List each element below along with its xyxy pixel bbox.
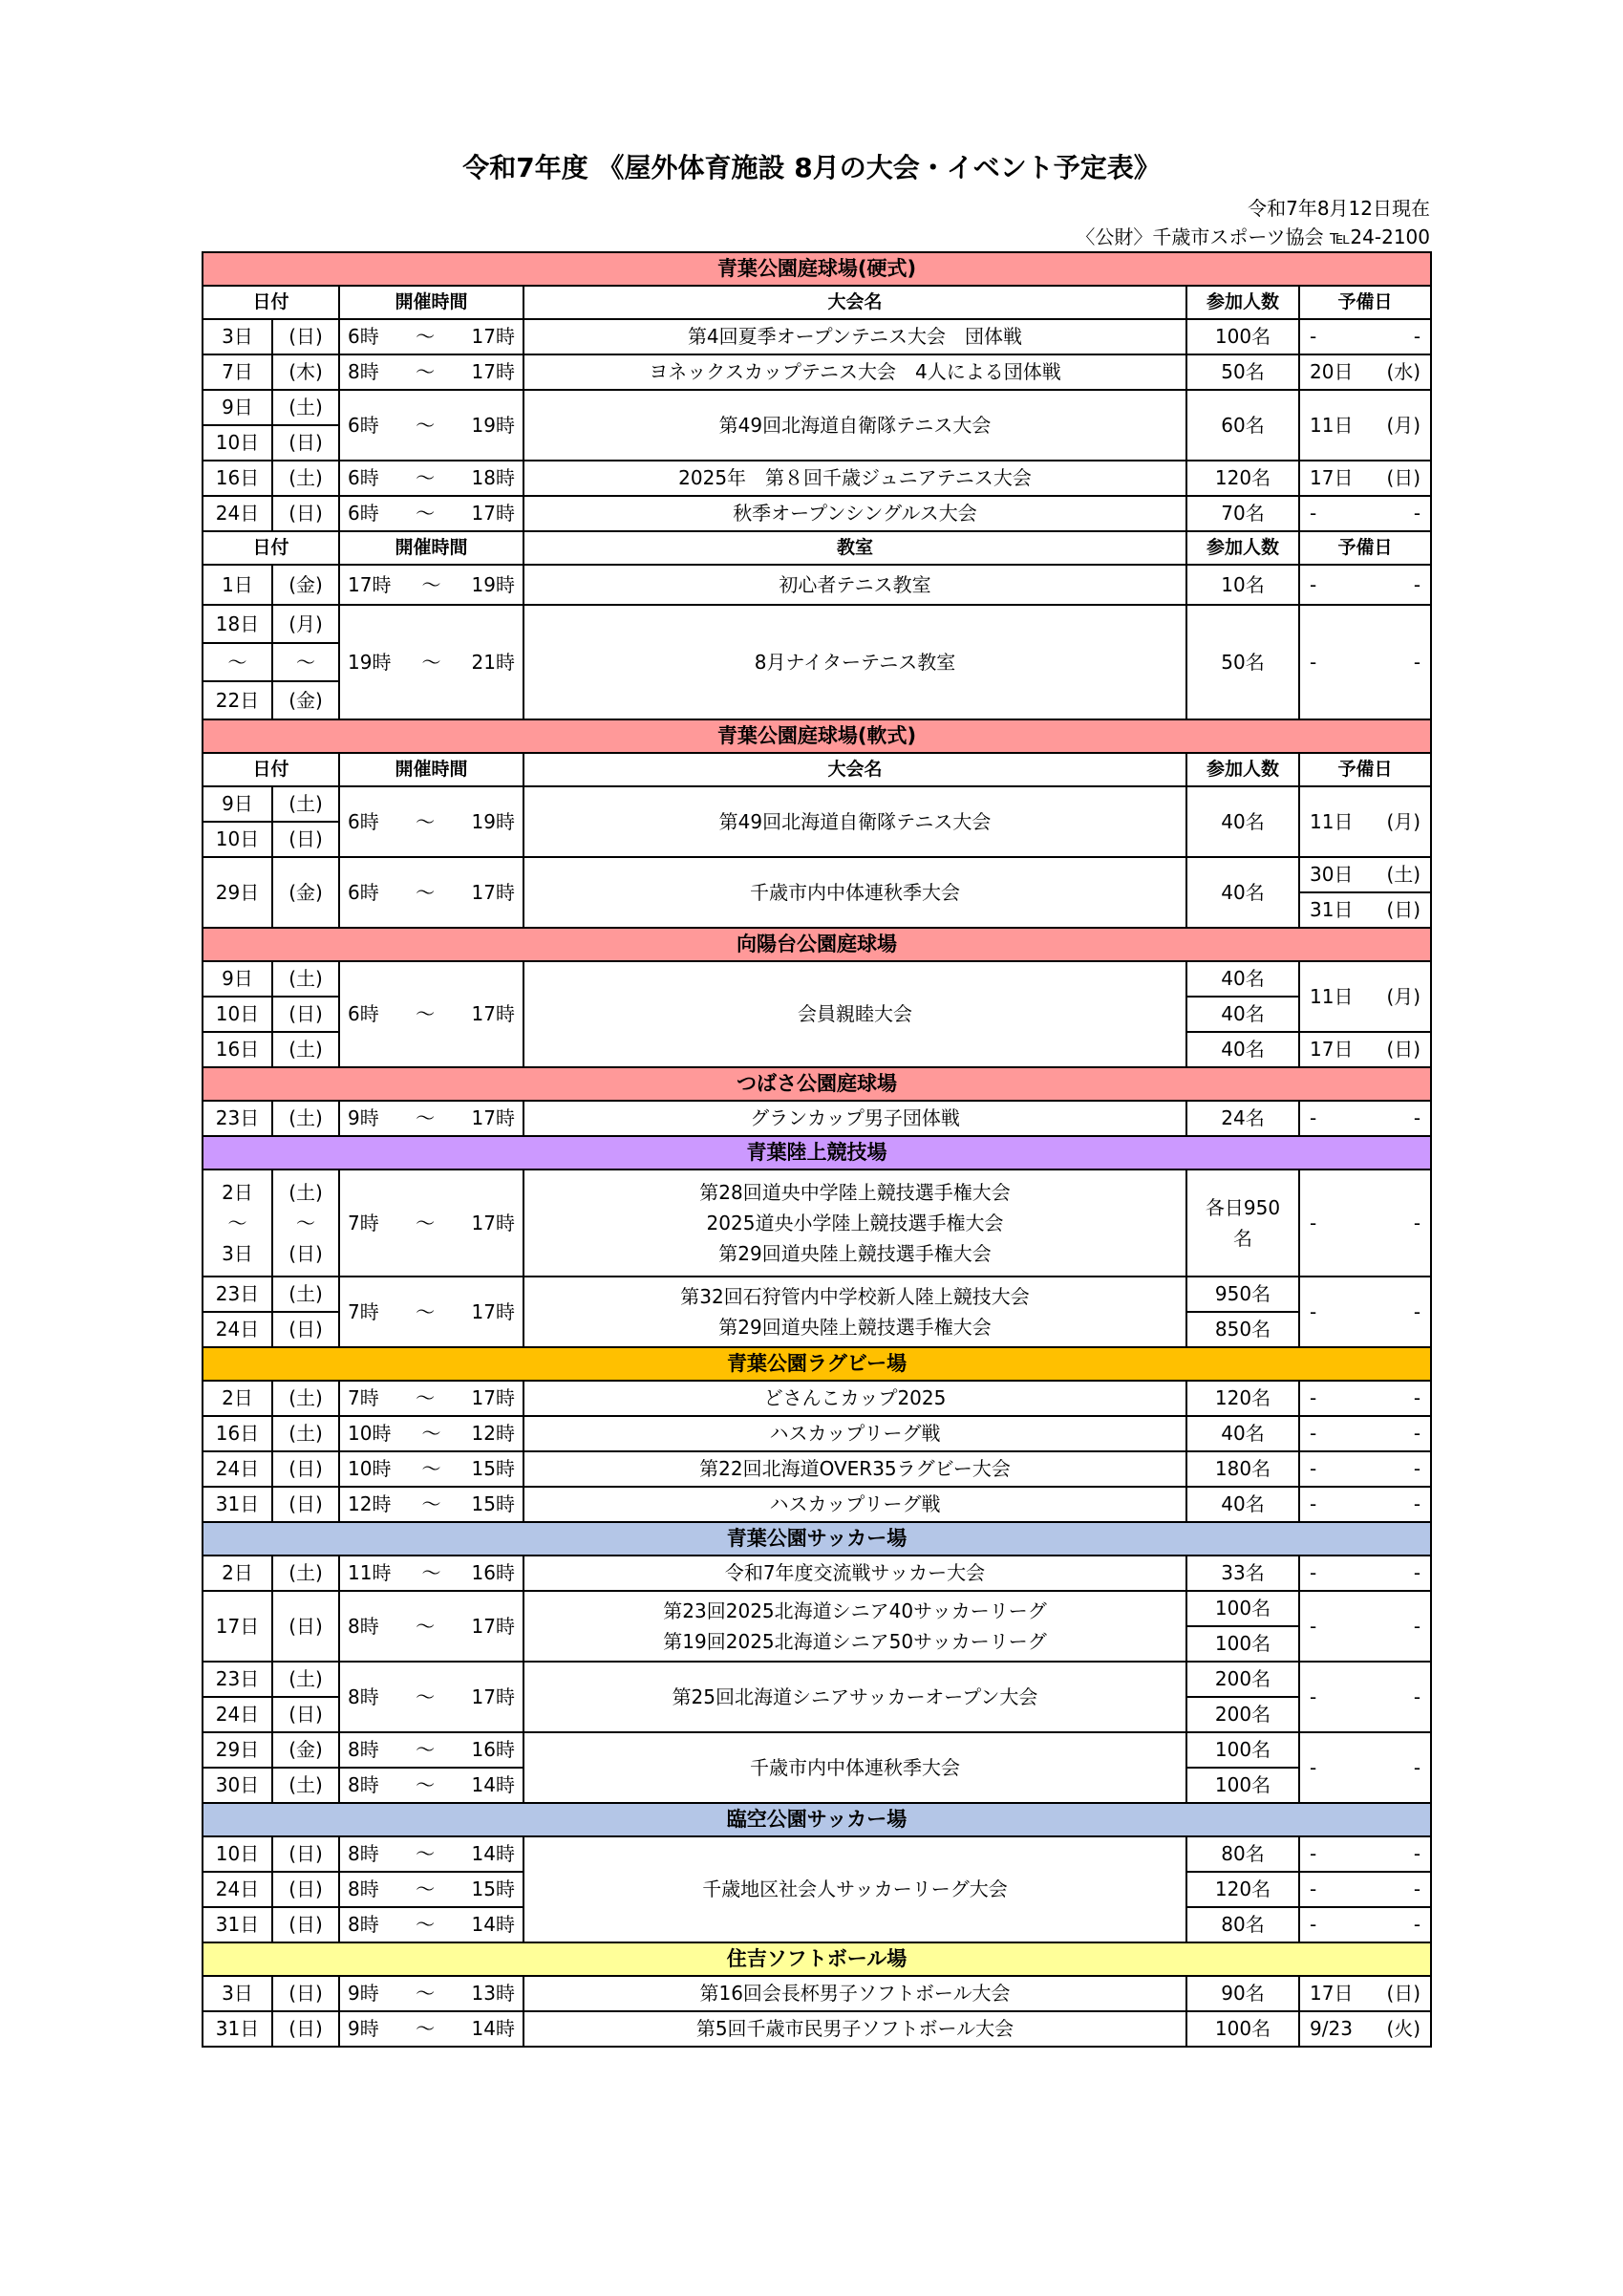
schedule-table [202, 251, 1432, 2048]
header-reserve: 予備日 [1299, 286, 1431, 319]
time-range: 11時 16時 ～ [339, 1556, 523, 1591]
event-name: グランカップ男子団体戦 [523, 1101, 1186, 1136]
table-row [203, 1556, 1431, 1591]
day: 9日 [203, 786, 272, 822]
reserve-day: - - [1299, 1836, 1431, 1872]
event-name: 第28回道央中学陸上競技選手権大会 2025道央小学陸上競技選手権大会 第29回道央陸上競技選手権大会 [523, 1169, 1186, 1277]
time-range: 19時 21時 ～ [339, 605, 523, 719]
section-header-row [203, 252, 1431, 286]
header-event: 大会名 [523, 753, 1186, 786]
event-name: 第32回石狩管内中学校新人陸上競技大会 第29回道央陸上競技選手権大会 [523, 1277, 1186, 1347]
event-name: 第49回北海道自衛隊テニス大会 [523, 786, 1186, 857]
section-header-row [203, 1347, 1431, 1381]
participants: 33名 [1186, 1556, 1299, 1591]
weekday: (日) [272, 496, 339, 531]
weekday: (土) [272, 1032, 339, 1067]
table-row [203, 1169, 1431, 1277]
table-row [203, 390, 1431, 425]
participants: 40名 [1186, 961, 1299, 997]
weekday: (日) [272, 1591, 339, 1662]
reserve-day: - - [1299, 1872, 1431, 1907]
table-row [203, 1451, 1431, 1487]
day: 31日 [203, 1487, 272, 1522]
header-time: 開催時間 [339, 286, 523, 319]
day: 7日 [203, 354, 272, 390]
participants: 50名 [1186, 354, 1299, 390]
weekday: (日) [272, 1976, 339, 2011]
day: 1日 [203, 565, 272, 605]
reserve-day: - - [1299, 1416, 1431, 1451]
time-range: 6時 18時 ～ [339, 461, 523, 496]
weekday: (木) [272, 354, 339, 390]
event-name: 会員親睦大会 [523, 961, 1186, 1067]
time-range: 8時 14時 ～ [339, 1768, 523, 1803]
time-range: 8時 17時 ～ [339, 354, 523, 390]
event-name: 第25回北海道シニアサッカーオープン大会 [523, 1662, 1186, 1732]
event-name: 第23回2025北海道シニア40サッカーリーグ 第19回2025北海道シニア50サッカーリーグ [523, 1591, 1186, 1662]
day: 24日 [203, 1312, 272, 1347]
event-name: 第5回千歳市民男子ソフトボール大会 [523, 2011, 1186, 2047]
section-title: 青葉公園ラグビー場 [203, 1347, 1431, 1381]
header-date: 日付 [203, 753, 339, 786]
class-name: 初心者テニス教室 [523, 565, 1186, 605]
section-title: 青葉陸上競技場 [203, 1136, 1431, 1169]
reserve-day: 17日 (日) [1299, 1032, 1431, 1067]
weekday: (土) [272, 1277, 339, 1312]
organization-contact: 〈公財〉千歳市スポーツ協会 ℡24-2100 [1076, 225, 1430, 248]
weekday: (日) [272, 319, 339, 354]
weekday: (日) [272, 1836, 339, 1872]
class-name: 8月ナイターテニス教室 [523, 605, 1186, 719]
time-range: 8時 17時 ～ [339, 1591, 523, 1662]
reserve-day: - - [1299, 1487, 1431, 1522]
participants: 70名 [1186, 496, 1299, 531]
event-name: どさんこカップ2025 [523, 1381, 1186, 1416]
weekday: (金) [272, 565, 339, 605]
participants: 950名 [1186, 1277, 1299, 1312]
participants: 40名 [1186, 786, 1299, 857]
event-name: 秋季オープンシングルス大会 [523, 496, 1186, 531]
participants: 40名 [1186, 1032, 1299, 1067]
day: 3日 [203, 1976, 272, 2011]
weekday: (日) [272, 822, 339, 857]
weekday: (日) [272, 1451, 339, 1487]
weekday: (土) [272, 1381, 339, 1416]
reserve-day: - - [1299, 1169, 1431, 1277]
section-header-row [203, 719, 1431, 753]
table-row [203, 2011, 1431, 2047]
day: 29日 [203, 857, 272, 928]
weekday: (土) [272, 786, 339, 822]
event-name: 第22回北海道OVER35ラグビー大会 [523, 1451, 1186, 1487]
participants: 120名 [1186, 1872, 1299, 1907]
day: 24日 [203, 1697, 272, 1732]
header-time: 開催時間 [339, 753, 523, 786]
table-row [203, 786, 1431, 822]
day: 30日 [203, 1768, 272, 1803]
reserve-day: 17日 (日) [1299, 461, 1431, 496]
participants: 24名 [1186, 1101, 1299, 1136]
table-row [203, 1381, 1431, 1416]
range-mark: ～ [203, 643, 272, 681]
time-range: 10時 12時 ～ [339, 1416, 523, 1451]
time-range: 8時 16時 ～ [339, 1732, 523, 1768]
weekday: (土) [272, 1662, 339, 1697]
table-row [203, 857, 1431, 892]
header-class: 教室 [523, 531, 1186, 565]
section-title: 向陽台公園庭球場 [203, 928, 1431, 961]
reserve-day: 11日 (月) [1299, 961, 1431, 1032]
time-range: 6時 17時 ～ [339, 496, 523, 531]
participants: 100名 [1186, 1732, 1299, 1768]
table-row [203, 319, 1431, 354]
participants: 80名 [1186, 1836, 1299, 1872]
section-title: 青葉公園サッカー場 [203, 1522, 1431, 1556]
participants: 80名 [1186, 1907, 1299, 1942]
time-range: 8時 14時 ～ [339, 1836, 523, 1872]
day: 10日 [203, 425, 272, 461]
reserve-day: 20日 (水) [1299, 354, 1431, 390]
day: 2日 [203, 1556, 272, 1591]
day: 18日 [203, 605, 272, 643]
section-header-row [203, 1067, 1431, 1101]
event-name: 千歳地区社会人サッカーリーグ大会 [523, 1836, 1186, 1942]
reserve-day: 31日 (日) [1299, 892, 1431, 928]
table-row [203, 565, 1431, 605]
section-title: つばさ公園庭球場 [203, 1067, 1431, 1101]
day-range: 2日 ～ 3日 [203, 1169, 272, 1277]
day: 3日 [203, 319, 272, 354]
time-range: 9時 13時 ～ [339, 1976, 523, 2011]
participants: 40名 [1186, 1487, 1299, 1522]
time-range: 12時 15時 ～ [339, 1487, 523, 1522]
section-header-row [203, 928, 1431, 961]
table-row [203, 1416, 1431, 1451]
participants: 50名 [1186, 605, 1299, 719]
section-title: 青葉公園庭球場(軟式) [203, 719, 1431, 753]
day: 24日 [203, 1451, 272, 1487]
reserve-day: - - [1299, 496, 1431, 531]
participants: 100名 [1186, 2011, 1299, 2047]
header-reserve: 予備日 [1299, 753, 1431, 786]
range-mark: ～ [272, 643, 339, 681]
section-title: 住吉ソフトボール場 [203, 1942, 1431, 1976]
weekday: (日) [272, 1487, 339, 1522]
reserve-day: 30日 (土) [1299, 857, 1431, 892]
table-row [203, 354, 1431, 390]
weekday: (金) [272, 857, 339, 928]
time-range: 7時 17時 ～ [339, 1381, 523, 1416]
table-row [203, 1487, 1431, 1522]
reserve-day: - - [1299, 1101, 1431, 1136]
event-name: ハスカップリーグ戦 [523, 1487, 1186, 1522]
table-row [203, 496, 1431, 531]
header-reserve: 予備日 [1299, 531, 1431, 565]
reserve-day: 9/23 (火) [1299, 2011, 1431, 2047]
day: 9日 [203, 961, 272, 997]
participants: 100名 [1186, 1768, 1299, 1803]
participants: 各日950 名 [1186, 1169, 1299, 1277]
reserve-day: - - [1299, 1451, 1431, 1487]
weekday: (月) [272, 605, 339, 643]
time-range: 6時 17時 ～ [339, 961, 523, 1067]
table-row [203, 605, 1431, 643]
reserve-day: 11日 (月) [1299, 786, 1431, 857]
day: 23日 [203, 1662, 272, 1697]
table-row [203, 961, 1431, 997]
participants: 90名 [1186, 1976, 1299, 2011]
weekday: (土) [272, 1101, 339, 1136]
weekday: (日) [272, 1872, 339, 1907]
participants: 180名 [1186, 1451, 1299, 1487]
section-title: 臨空公園サッカー場 [203, 1803, 1431, 1836]
participants: 60名 [1186, 390, 1299, 461]
page-title: 令和7年度 《屋外体育施設 8月の大会・イベント予定表》 [462, 152, 1161, 183]
event-name: 2025年 第８回千歳ジュニアテニス大会 [523, 461, 1186, 496]
day: 23日 [203, 1277, 272, 1312]
reserve-day: 17日 (日) [1299, 1976, 1431, 2011]
time-range: 6時 17時 ～ [339, 857, 523, 928]
reserve-day: - - [1299, 1277, 1431, 1347]
time-range: 6時 19時 ～ [339, 786, 523, 857]
participants: 40名 [1186, 997, 1299, 1032]
column-header-row [203, 753, 1431, 786]
column-header-row [203, 286, 1431, 319]
event-name: 令和7年度交流戦サッカー大会 [523, 1556, 1186, 1591]
table-row [203, 1591, 1431, 1626]
day: 9日 [203, 390, 272, 425]
participants: 100名 [1186, 319, 1299, 354]
time-range: 8時 14時 ～ [339, 1907, 523, 1942]
weekday: (日) [272, 997, 339, 1032]
weekday: (土) [272, 390, 339, 425]
table-row [203, 1976, 1431, 2011]
column-header-row [203, 531, 1431, 565]
reserve-day: - - [1299, 1907, 1431, 1942]
participants: 10名 [1186, 565, 1299, 605]
section-header-row [203, 1136, 1431, 1169]
reserve-day: - - [1299, 1381, 1431, 1416]
participants: 120名 [1186, 461, 1299, 496]
table-row [203, 1662, 1431, 1697]
day: 10日 [203, 1836, 272, 1872]
reserve-day: - - [1299, 1662, 1431, 1732]
section-header-row [203, 1803, 1431, 1836]
header-date: 日付 [203, 531, 339, 565]
event-name: 千歳市内中体連秋季大会 [523, 1732, 1186, 1803]
time-range: 6時 19時 ～ [339, 390, 523, 461]
day: 24日 [203, 496, 272, 531]
weekday: (土) [272, 461, 339, 496]
reserve-day: - - [1299, 319, 1431, 354]
header-date: 日付 [203, 286, 339, 319]
reserve-day: 11日 (月) [1299, 390, 1431, 461]
weekday: (金) [272, 681, 339, 719]
time-range: 8時 15時 ～ [339, 1872, 523, 1907]
weekday-range: (土) ～ (日) [272, 1169, 339, 1277]
event-name: ヨネックスカップテニス大会 4人による団体戦 [523, 354, 1186, 390]
weekday: (土) [272, 961, 339, 997]
time-range: 9時 17時 ～ [339, 1101, 523, 1136]
reserve-day: - - [1299, 1732, 1431, 1803]
time-range: 7時 17時 ～ [339, 1169, 523, 1277]
participants: 40名 [1186, 857, 1299, 928]
weekday: (土) [272, 1556, 339, 1591]
weekday: (日) [272, 1697, 339, 1732]
section-header-row [203, 1522, 1431, 1556]
header-event: 大会名 [523, 286, 1186, 319]
event-name: 第49回北海道自衛隊テニス大会 [523, 390, 1186, 461]
participants: 40名 [1186, 1416, 1299, 1451]
time-range: 8時 17時 ～ [339, 1662, 523, 1732]
weekday: (日) [272, 1312, 339, 1347]
weekday: (日) [272, 425, 339, 461]
table-row [203, 1101, 1431, 1136]
participants: 100名 [1186, 1591, 1299, 1626]
day: 2日 [203, 1381, 272, 1416]
event-name: 第16回会長杯男子ソフトボール大会 [523, 1976, 1186, 2011]
section-title: 青葉公園庭球場(硬式) [203, 252, 1431, 286]
time-range: 7時 17時 ～ [339, 1277, 523, 1347]
weekday: (土) [272, 1416, 339, 1451]
section-header-row [203, 1942, 1431, 1976]
time-range: 10時 15時 ～ [339, 1451, 523, 1487]
header-people: 参加人数 [1186, 753, 1299, 786]
day: 23日 [203, 1101, 272, 1136]
reserve-day: - - [1299, 605, 1431, 719]
day: 31日 [203, 1907, 272, 1942]
event-name: 千歳市内中体連秋季大会 [523, 857, 1186, 928]
header-people: 参加人数 [1186, 531, 1299, 565]
weekday: (金) [272, 1732, 339, 1768]
reserve-day: - - [1299, 565, 1431, 605]
weekday: (日) [272, 2011, 339, 2047]
day: 29日 [203, 1732, 272, 1768]
event-name: ハスカップリーグ戦 [523, 1416, 1186, 1451]
day: 16日 [203, 1416, 272, 1451]
header-time: 開催時間 [339, 531, 523, 565]
event-name: 第4回夏季オープンテニス大会 団体戦 [523, 319, 1186, 354]
day: 31日 [203, 2011, 272, 2047]
weekday: (日) [272, 1907, 339, 1942]
day: 22日 [203, 681, 272, 719]
header-people: 参加人数 [1186, 286, 1299, 319]
table-row [203, 1277, 1431, 1312]
participants: 200名 [1186, 1662, 1299, 1697]
table-row [203, 461, 1431, 496]
table-row [203, 1836, 1431, 1872]
as-of-date: 令和7年8月12日現在 [1248, 197, 1430, 220]
weekday: (土) [272, 1768, 339, 1803]
time-range: 6時 17時 ～ [339, 319, 523, 354]
day: 10日 [203, 997, 272, 1032]
table-row [203, 1732, 1431, 1768]
day: 16日 [203, 461, 272, 496]
reserve-day: - - [1299, 1556, 1431, 1591]
reserve-day: - - [1299, 1591, 1431, 1662]
time-range: 17時 19時 ～ [339, 565, 523, 605]
participants: 100名 [1186, 1626, 1299, 1662]
day: 10日 [203, 822, 272, 857]
day: 16日 [203, 1032, 272, 1067]
day: 17日 [203, 1591, 272, 1662]
participants: 120名 [1186, 1381, 1299, 1416]
time-range: 9時 14時 ～ [339, 2011, 523, 2047]
day: 24日 [203, 1872, 272, 1907]
participants: 200名 [1186, 1697, 1299, 1732]
participants: 850名 [1186, 1312, 1299, 1347]
